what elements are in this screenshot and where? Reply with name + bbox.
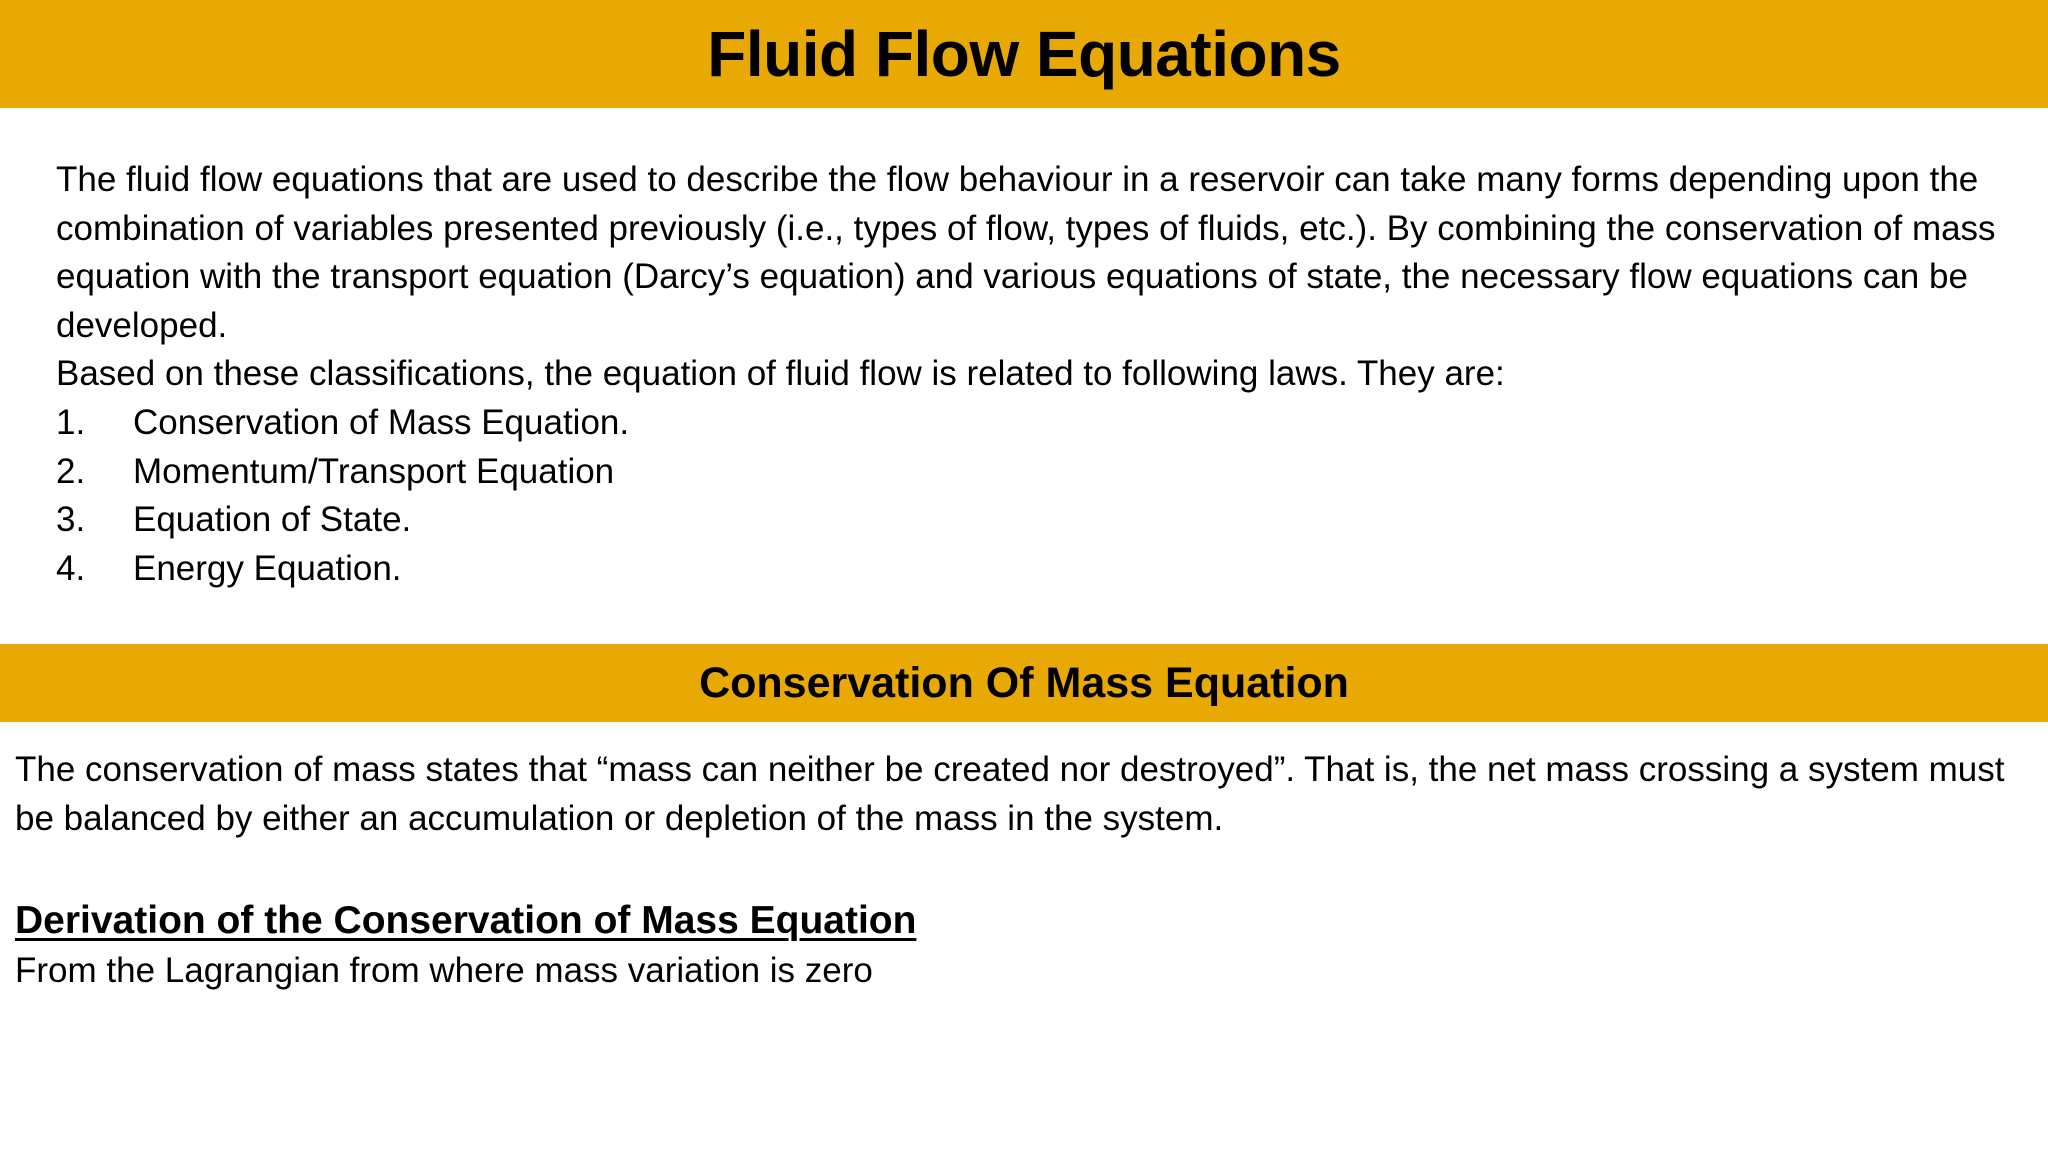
derivation-section: [15, 896, 2035, 996]
list-item-text: Equation of State.: [133, 500, 412, 540]
list-item-text: Momentum/Transport Equation: [133, 451, 615, 491]
title-band: [0, 0, 2048, 108]
laws-list: [56, 399, 2016, 593]
slide-title: Fluid Flow Equations: [707, 18, 1341, 90]
section-heading: Conservation Of Mass Equation: [699, 658, 1349, 707]
list-item-number: 4.: [56, 548, 86, 588]
section-body: [15, 746, 2035, 843]
derivation-heading: Derivation of the Conservation of Mass Equation: [15, 899, 917, 942]
list-item-number: 3.: [56, 500, 86, 540]
intro-section: [56, 156, 2016, 593]
list-item: [56, 545, 2016, 594]
classification-sentence: Based on these classifications, the equation of fluid flow is related to following laws. They are:: [56, 354, 1505, 394]
list-item-number: 2.: [56, 451, 86, 491]
section-band: [0, 644, 2048, 722]
list-item: [56, 496, 2016, 545]
intro-paragraph: The fluid flow equations that are used to describe the flow behaviour in a reservoir can take many forms depending upon the combination of variables presented previously (i.e., types of flow, types of fluids, etc.). By combining the conservation of mass equation with the transport equation (Darcy’s equation) and various equations of state, the necessary flow equations can be developed.: [56, 160, 1996, 345]
derivation-text: From the Lagrangian from where mass variation is zero: [15, 951, 873, 990]
list-item-number: 1.: [56, 402, 86, 442]
section-paragraph: The conservation of mass states that “mass can neither be created nor destroyed”. That is, the net mass crossing a system must be balanced by either an accumulation or depletion of the mass in the system.: [15, 750, 2005, 838]
list-item: [56, 448, 2016, 497]
list-item-text: Energy Equation.: [133, 548, 402, 588]
list-item-text: Conservation of Mass Equation.: [133, 402, 630, 442]
list-item: [56, 399, 2016, 448]
